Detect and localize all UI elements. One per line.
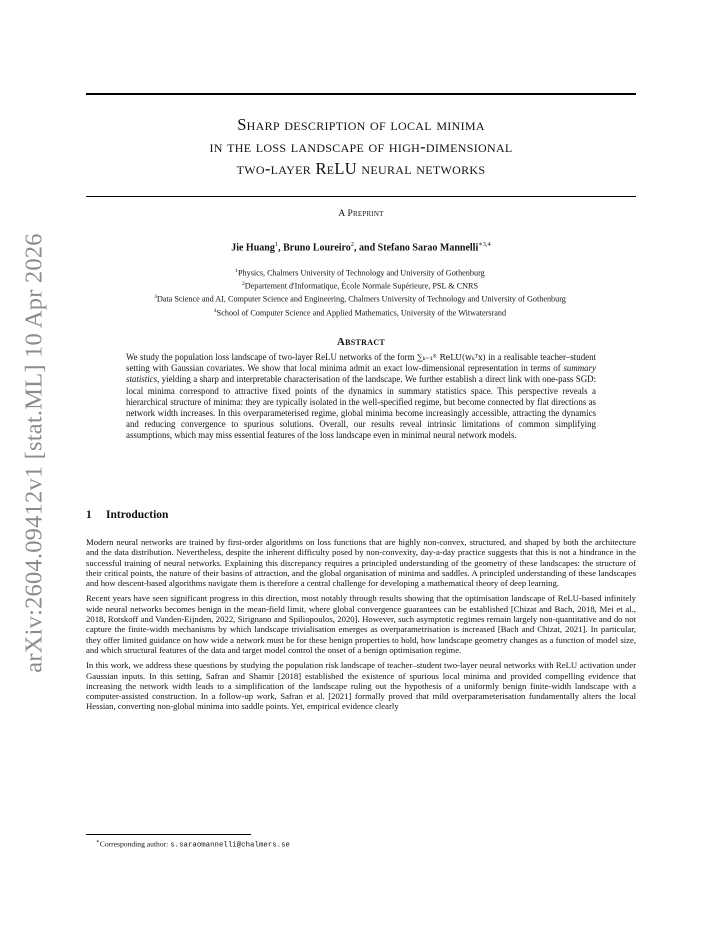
section-number: 1 [86,509,92,521]
footnote-rule [86,834,251,835]
author-affiliation-mark: 2 [350,241,355,248]
footnote: ∗Corresponding author: s.saraomannelli@chalmers.se [96,839,290,850]
footnote-mark: ∗ [96,839,100,845]
affiliation: $^3$Data Science and AI, Computer Science and Engineering, Chalmers University of Technology and University of Gothenburg [154,294,566,305]
title-bottom-rule [86,196,636,197]
title-top-rule [86,93,636,95]
affiliation: $^4$School of Computer Science and Applied Mathematics, University of the Witwatersrand [213,307,507,318]
affiliation-list [70,266,650,319]
author-separator: , [278,242,284,254]
author-name: Stefano Sarao Mannelli [377,242,479,254]
author-name: Bruno Loureiro [283,242,351,254]
paragraph: Modern neural networks are trained by first-order algorithms on loss functions that are highly non-convex, structured, and shaped by both the architecture and the data distribution. Nevertheless, despite the inherent difficulty posed by non-convexity, day-a-day practice suggests that this is not a hindrance in the successful training of neural networks. Explaining this discrepancy requires a principled understanding of the geometry of these landscapes: the structure of their critical points, the nature of their basins of attraction, and the global organisation of minima and saddles. A principled understanding of these landscapes and how descent-based algorithms navigate them is therefore a central challenge for developing a mathematical theory of deep learning. [86,537,636,589]
paper-title [86,114,636,180]
email-link[interactable]: s.saraomannelli@chalmers.se [170,841,290,850]
arxiv-identifier [12,233,58,673]
author-separator: , and [354,242,378,254]
abstract-text: We study the population loss landscape of two-layer ReLU networks of the form ∑ₖ₌₁ᴷ ReLU(wₖᵀx) in a realisable teacher–student setting with Gaussian covariates. We show that local minima admit an exact low-dimensional representation in terms of summary statistics, yielding a sharp and interpretable characterisation of the landscape. We further establish a direct link with one-pass SGD: local minima correspond to attractive fixed points of the dynamics in summary statistics space. This perspective reveals a hierarchical structure of minima: they are typically isolated in the well-specified regime, but become connected by flat directions as network width increases. In this overparameterised regime, global minima become increasingly accessible, attracting the dynamics and reducing convergence to spurious solutions. Overall, our results reveal intrinsic limitations of common simplifying assumptions, which may miss essential features of the loss landscape even in minimal neural network models. [126,352,596,441]
author-list [86,240,636,253]
abstract-heading: Abstract [336,336,386,348]
preprint-label: A Preprint [338,209,384,219]
section-heading [86,509,636,521]
author-affiliation-mark: ∗3,4 [478,241,491,248]
author-name: Jie Huang [231,242,275,254]
author-affiliation-mark: 1 [274,241,279,248]
title-line: two-layer ReLU neural networks [236,159,486,178]
title-line: Sharp description of local minima [237,115,485,134]
paragraph: In this work, we address these questions by studying the population risk landscape of teacher–student two-layer neural networks with ReLU activation under Gaussian inputs. In this setting, Safran and Shamir [2018] established the existence of spurious local minima and provided compelling evidence that increasing the network width leads to a simplification of the landscape ruling out the hypothesis of a uniformly benign finite-width landscape with a computer-assisted construction. In a follow-up work, Safran et al. [2021] formally proved that mild overparameterisation fundamentally alters the local Hessian, converting non-global minima into saddle points. Yet, empirical evidence clearly [86,660,636,712]
title-line: in the loss landscape of high-dimensional [209,137,513,156]
emphasis: summary statistics [126,363,596,385]
affiliation: $^1$Physics, Chalmers University of Technology and University of Gothenburg [235,268,485,278]
inline-formula: ∑ₖ₌₁ᴷ ReLU(wₖᵀx) [416,353,486,362]
affiliation: $^2$Departement d'Informatique, École Normale Supérieure, PSL & CNRS [241,281,479,291]
paragraph: Recent years have seen significant progress in this direction, most notably through results showing that the optimisation landscape of ReLU-based infinitely wide neural networks becomes benign in the mean-field limit, where global convergence guarantees can be established [Chizat and Bach, 2018, Mei et al., 2018, Rotskoff and Vanden-Eijnden, 2022, Sirignano and Spiliopoulos, 2020]. However, such asymptotic regimes remain largely non-quantitative and do not capture the finite-width mechanisms by which landscape trivialisation emerges as overparametrisation is increased [Bach and Chizat, 2021]. In particular, they offer limited guidance on how wide a network must be for these benign properties to hold, how landscape geometry changes as a function of model size, and which structural features of the data and target model control the onset of a benign optimisation regime. [86,593,636,655]
arxiv-identifier-text: arXiv:2604.09412v1 [stat.ML] 10 Apr 2026 [21,233,48,673]
body-text [86,537,636,717]
section-title: Introduction [106,509,169,521]
